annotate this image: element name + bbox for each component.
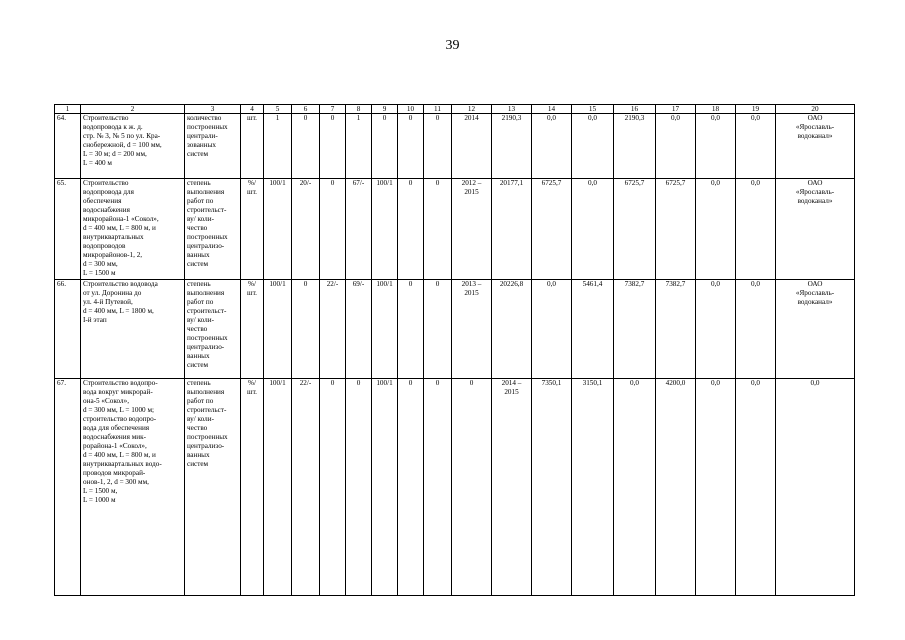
table-cell	[736, 280, 776, 379]
table-row	[55, 179, 855, 280]
table-cell	[372, 114, 398, 179]
cell-text: 100/1	[269, 179, 286, 187]
cell-text: 0,0	[711, 179, 720, 187]
cell-text: 0,0	[711, 379, 720, 387]
column-number-cell: 9	[372, 105, 398, 114]
cell-text: 0,0	[588, 179, 597, 187]
table-cell	[424, 280, 452, 379]
cell-text: 0	[303, 114, 308, 122]
table-cell	[452, 379, 492, 596]
column-number-cell: 16	[614, 105, 656, 114]
column-number-cell: 6	[292, 105, 320, 114]
cell-text: 0	[435, 114, 440, 122]
cell-text: 0,0	[810, 379, 820, 387]
cell-text: 2014	[464, 114, 479, 122]
column-number-cell: 19	[736, 105, 776, 114]
cell-text: 0,0	[711, 280, 720, 288]
cell-text: 0,0	[630, 379, 639, 387]
table-cell	[614, 114, 656, 179]
table-cell	[185, 280, 241, 379]
cell-text: 5461,4	[582, 280, 603, 288]
table-cell	[292, 379, 320, 596]
cell-text: 0,0	[751, 280, 760, 288]
cell-text: 3150,1	[582, 379, 603, 387]
table-cell	[736, 179, 776, 280]
table-cell	[185, 379, 241, 596]
table-cell	[696, 114, 736, 179]
table-cell	[346, 280, 372, 379]
column-number-cell: 14	[532, 105, 572, 114]
cell-text: степень выполнения работ по строительст- ву/ коли- чество построенных централизо- ванных систем	[187, 379, 228, 468]
table-cell	[185, 114, 241, 179]
column-number-cell: 13	[492, 105, 532, 114]
table-row	[55, 280, 855, 379]
cell-text: 0,0	[751, 114, 760, 122]
cell-text: 69/-	[352, 280, 365, 288]
column-number-cell: 2	[81, 105, 185, 114]
cell-text: 0,0	[711, 114, 720, 122]
table-cell	[372, 280, 398, 379]
column-number-cell: 1	[55, 105, 81, 114]
table-cell	[372, 179, 398, 280]
cell-text: 2190,3	[624, 114, 645, 122]
table-cell	[492, 179, 532, 280]
table-cell	[346, 179, 372, 280]
table-cell	[492, 114, 532, 179]
cell-text: 20226,8	[499, 280, 524, 288]
table-cell	[320, 179, 346, 280]
table-cell	[614, 179, 656, 280]
table-cell	[241, 379, 264, 596]
cell-text: 0	[356, 379, 361, 387]
table-cell	[264, 379, 292, 596]
column-number-cell: 10	[398, 105, 424, 114]
table-cell	[292, 114, 320, 179]
table-cell	[696, 379, 736, 596]
table-cell	[241, 280, 264, 379]
table-cell	[55, 114, 81, 179]
table-cell	[452, 179, 492, 280]
cell-text: 7382,7	[665, 280, 686, 288]
cell-text: 0	[435, 379, 440, 387]
table-cell	[264, 114, 292, 179]
cell-text: степень выполнения работ по строительст- ву/ коли- чество построенных централизо- ванных систем	[187, 179, 228, 268]
cell-text: 0	[408, 114, 413, 122]
table-cell	[292, 179, 320, 280]
cell-text: 6725,7	[624, 179, 645, 187]
table-cell	[656, 114, 696, 179]
table-cell	[398, 280, 424, 379]
table-row	[55, 114, 855, 179]
cell-text: 20177,1	[499, 179, 524, 187]
cell-text: 100/1	[269, 280, 286, 288]
cell-text: шт.	[247, 114, 257, 122]
table-row	[55, 379, 855, 596]
cell-text: 100/1	[376, 179, 393, 187]
table-cell	[452, 114, 492, 179]
cell-text: 2190,3	[501, 114, 522, 122]
table-cell	[241, 114, 264, 179]
cell-text: 0,0	[547, 114, 556, 122]
cell-text: 4200,0	[665, 379, 686, 387]
table-cell	[398, 179, 424, 280]
cell-text: 0,0	[588, 114, 597, 122]
cell-text: 0	[408, 280, 413, 288]
table-cell	[614, 379, 656, 596]
column-number-cell: 5	[264, 105, 292, 114]
cell-text: 6725,7	[541, 179, 562, 187]
table-cell	[532, 379, 572, 596]
cell-text: 0	[408, 179, 413, 187]
cell-text: %/ шт.	[247, 379, 257, 396]
table-cell	[532, 179, 572, 280]
cell-text: 2012 – 2015	[461, 179, 482, 196]
table-cell	[736, 114, 776, 179]
table-cell	[656, 179, 696, 280]
column-number-row	[55, 105, 855, 114]
table-cell	[572, 114, 614, 179]
table-cell	[776, 114, 855, 179]
cell-text: 100/1	[376, 379, 393, 387]
cell-text: 0,0	[671, 114, 680, 122]
cell-text: 0,0	[751, 179, 760, 187]
page-number: 39	[445, 38, 460, 53]
cell-text: 7350,1	[541, 379, 562, 387]
table-cell	[55, 280, 81, 379]
table-cell	[572, 179, 614, 280]
cell-text: 0,0	[547, 280, 556, 288]
table-cell	[532, 280, 572, 379]
column-number-cell: 18	[696, 105, 736, 114]
table-cell	[346, 379, 372, 596]
table-cell	[55, 379, 81, 596]
table-cell	[55, 179, 81, 280]
column-number-cell: 15	[572, 105, 614, 114]
table-cell	[81, 280, 185, 379]
table-cell	[372, 379, 398, 596]
cell-text: 20/-	[299, 179, 312, 187]
cell-text: 64.	[57, 114, 66, 122]
cell-text: ОАО «Ярославль- водоканал»	[795, 179, 835, 205]
table-cell	[424, 179, 452, 280]
table-cell	[776, 379, 855, 596]
table-cell	[656, 379, 696, 596]
table-cell	[81, 179, 185, 280]
column-number-cell: 3	[185, 105, 241, 114]
cell-text: %/ шт.	[247, 179, 257, 196]
cell-text: 67/-	[352, 179, 365, 187]
cell-text: 66.	[57, 280, 66, 288]
cell-text: 22/-	[326, 280, 339, 288]
cell-text: Строительство водопро- вода вокруг микрорай- она-5 «Сокол», d = 300 мм, L = 1000 м; строительство водопро- вода для обеспечения водоснабжения мик- рорайона-1 «Сокол», d = 400 мм, L = 800 м, и внутриквартальных водо- проводов микрорай- онов-1, 2, d = 300 мм, L = 1500 м, L = 1000 м	[83, 379, 162, 504]
column-number-cell: 11	[424, 105, 452, 114]
table-cell	[776, 179, 855, 280]
cell-text: 100/1	[376, 280, 393, 288]
cell-text: количество построенных централи- зованных систем	[187, 114, 228, 158]
cell-text: Строительство водопровода для обеспечения водоснабжения микрорайона-1 «Сокол», d = 400 мм, L = 800 м, и внутриквартальных водопроводов микрорайонов-1, 2, d = 300 мм, L = 1500 м	[83, 179, 159, 277]
cell-text: 0	[382, 114, 387, 122]
cell-text: 100/1	[269, 379, 286, 387]
cell-text: ОАО «Ярославль- водоканал»	[795, 114, 835, 140]
table-body	[55, 105, 855, 596]
cell-text: 0	[435, 280, 440, 288]
cell-text: 0	[303, 280, 308, 288]
table-cell	[572, 379, 614, 596]
cell-text: Строительство водовода от ул. Доронина до ул. 4-й Путевой, d = 400 мм, L = 1800 м, I-й этап	[83, 280, 158, 324]
cell-text: 0	[408, 379, 413, 387]
cell-text: 0	[435, 179, 440, 187]
cell-text: 2014 – 2015	[501, 379, 522, 396]
column-number-cell: 20	[776, 105, 855, 114]
cell-text: 2013 – 2015	[461, 280, 482, 297]
cell-text: 6725,7	[665, 179, 686, 187]
table-cell	[81, 379, 185, 596]
table-cell	[185, 179, 241, 280]
table-cell	[320, 379, 346, 596]
table-cell	[424, 114, 452, 179]
table-cell	[492, 379, 532, 596]
table-cell	[736, 379, 776, 596]
table-cell	[424, 379, 452, 596]
column-number-cell: 4	[241, 105, 264, 114]
column-number-cell: 12	[452, 105, 492, 114]
table-cell	[532, 114, 572, 179]
table-cell	[776, 280, 855, 379]
column-number-cell: 7	[320, 105, 346, 114]
cell-text: 0	[330, 179, 335, 187]
table-cell	[492, 280, 532, 379]
table-cell	[320, 280, 346, 379]
cell-text: 7382,7	[624, 280, 645, 288]
table-cell	[696, 280, 736, 379]
program-table	[54, 104, 855, 596]
cell-text: 0	[330, 114, 335, 122]
cell-text: 0	[469, 379, 474, 387]
table-cell	[572, 280, 614, 379]
table-cell	[614, 280, 656, 379]
table-cell	[398, 379, 424, 596]
table-cell	[264, 179, 292, 280]
column-number-cell: 8	[346, 105, 372, 114]
table-cell	[241, 179, 264, 280]
table-cell	[320, 114, 346, 179]
table-cell	[81, 114, 185, 179]
column-number-cell: 17	[656, 105, 696, 114]
cell-text: 0,0	[751, 379, 760, 387]
cell-text: %/ шт.	[247, 280, 257, 297]
table-cell	[656, 280, 696, 379]
cell-text: Строительство водопровода к ж. д. стр. № 3, № 5 по ул. Кра- снобережной, d = 100 мм, L = 30 м; d = 200 мм, L = 400 м	[83, 114, 162, 167]
table-cell	[346, 114, 372, 179]
cell-text: 65.	[57, 179, 66, 187]
cell-text: 67.	[57, 379, 66, 387]
cell-text: 0	[330, 379, 335, 387]
cell-text: степень выполнения работ по строительст- ву/ коли- чество построенных централизо- ванных систем	[187, 280, 228, 369]
table-cell	[398, 114, 424, 179]
cell-text: 22/-	[299, 379, 312, 387]
cell-text: 1	[356, 114, 361, 122]
cell-text: ОАО «Ярославль- водоканал»	[795, 280, 835, 306]
table-cell	[264, 280, 292, 379]
cell-text: 1	[275, 114, 280, 122]
table-cell	[292, 280, 320, 379]
table-cell	[452, 280, 492, 379]
table-cell	[696, 179, 736, 280]
